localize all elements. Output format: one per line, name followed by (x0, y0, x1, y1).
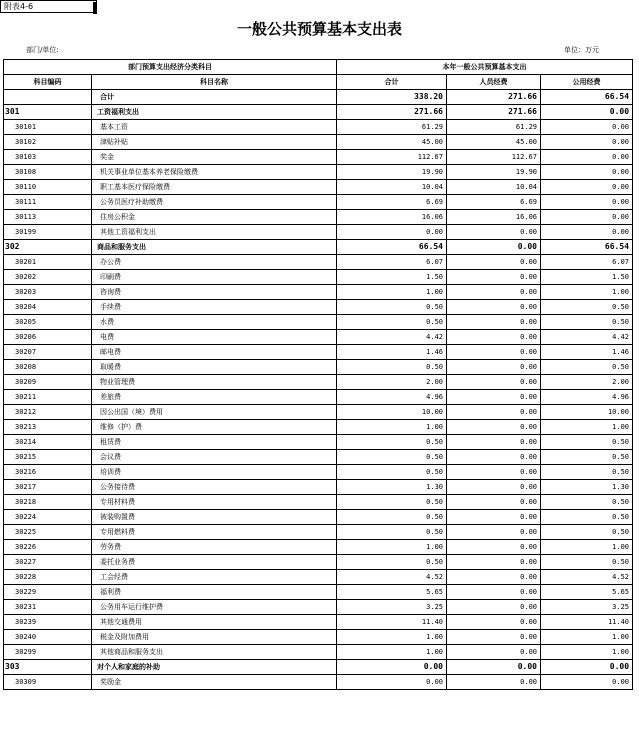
personnel-cell[interactable]: 0.00 (447, 570, 541, 585)
name-cell[interactable]: 机关事业单位基本养老保险缴费 (92, 165, 337, 180)
name-cell[interactable]: 奖励金 (92, 675, 337, 690)
table-row (4, 630, 633, 645)
total-cell[interactable]: 112.67 (337, 150, 447, 165)
code-cell[interactable]: 30202 (4, 270, 92, 285)
classification-header: 部门预算支出经济分类科目 (4, 60, 337, 75)
table-row (4, 495, 633, 510)
total-cell[interactable]: 0.50 (337, 555, 447, 570)
category-row (4, 660, 633, 675)
table-row (4, 330, 633, 345)
public-cell[interactable]: 3.25 (541, 600, 633, 615)
public-cell[interactable]: 1.00 (541, 630, 633, 645)
code-cell[interactable]: 30207 (4, 345, 92, 360)
personnel-cell[interactable]: 0.00 (447, 300, 541, 315)
code-cell[interactable]: 30212 (4, 405, 92, 420)
total-cell[interactable]: 0.50 (337, 465, 447, 480)
code-cell[interactable]: 30110 (4, 180, 92, 195)
public-cell[interactable]: 2.00 (541, 375, 633, 390)
public-cell[interactable]: 0.50 (541, 510, 633, 525)
personnel-cell[interactable]: 0.00 (447, 540, 541, 555)
table-row (4, 525, 633, 540)
total-cell[interactable]: 0.50 (337, 360, 447, 375)
table-row (4, 150, 633, 165)
name-cell[interactable]: 基本工资 (92, 120, 337, 135)
code-cell[interactable]: 30102 (4, 135, 92, 150)
personnel-cell[interactable]: 0.00 (447, 615, 541, 630)
personnel-cell[interactable]: 0.00 (447, 225, 541, 240)
code-cell[interactable]: 30231 (4, 600, 92, 615)
total-cell[interactable]: 61.29 (337, 120, 447, 135)
total-cell[interactable]: 4.52 (337, 570, 447, 585)
code-cell[interactable]: 30206 (4, 330, 92, 345)
total-cell[interactable]: 6.07 (337, 255, 447, 270)
total-cell[interactable]: 3.25 (337, 600, 447, 615)
total-cell[interactable]: 66.54 (337, 240, 447, 255)
total-column-header: 合计 (337, 75, 447, 90)
code-cell[interactable]: 30229 (4, 585, 92, 600)
code-cell[interactable]: 302 (4, 240, 92, 255)
total-cell[interactable]: 4.42 (337, 330, 447, 345)
name-cell[interactable]: 公务员医疗补助缴费 (92, 195, 337, 210)
public-cell[interactable]: 1.00 (541, 540, 633, 555)
public-cell[interactable]: 0.50 (541, 450, 633, 465)
table-row (4, 585, 633, 600)
table-row (4, 615, 633, 630)
table-row (4, 450, 633, 465)
name-cell[interactable]: 手续费 (92, 300, 337, 315)
table-row (4, 255, 633, 270)
public-cell[interactable]: 0.50 (541, 525, 633, 540)
name-cell[interactable]: 印刷费 (92, 270, 337, 285)
total-cell[interactable]: 0.50 (337, 510, 447, 525)
table-row (4, 300, 633, 315)
code-cell[interactable]: 30103 (4, 150, 92, 165)
code-cell[interactable]: 30108 (4, 165, 92, 180)
code-cell[interactable]: 30299 (4, 645, 92, 660)
name-cell[interactable]: 其他商品和服务支出 (92, 645, 337, 660)
personnel-cell[interactable]: 0.00 (447, 375, 541, 390)
total-cell[interactable]: 6.69 (337, 195, 447, 210)
total-cell[interactable]: 4.96 (337, 390, 447, 405)
personnel-cell[interactable]: 112.67 (447, 150, 541, 165)
name-cell[interactable]: 其他工资福利支出 (92, 225, 337, 240)
name-cell[interactable]: 会议费 (92, 450, 337, 465)
personnel-cell[interactable]: 0.00 (447, 420, 541, 435)
personnel-cell[interactable]: 61.29 (447, 120, 541, 135)
table-row (4, 420, 633, 435)
code-cell[interactable]: 30227 (4, 555, 92, 570)
name-cell[interactable]: 其他交通费用 (92, 615, 337, 630)
public-cell[interactable]: 0.00 (541, 135, 633, 150)
personnel-cell[interactable]: 0.00 (447, 510, 541, 525)
table-row (4, 120, 633, 135)
code-cell[interactable]: 301 (4, 105, 92, 120)
personnel-cell[interactable]: 0.00 (447, 660, 541, 675)
table-row (4, 225, 633, 240)
code-cell[interactable]: 30309 (4, 675, 92, 690)
public-column-header: 公用经费 (541, 75, 633, 90)
code-cell[interactable]: 30216 (4, 465, 92, 480)
table-row (4, 135, 633, 150)
public-cell[interactable]: 1.00 (541, 645, 633, 660)
total-cell[interactable]: 1.50 (337, 270, 447, 285)
current-year-header: 本年一般公共预算基本支出 (337, 60, 633, 75)
table-row (4, 675, 633, 690)
code-cell[interactable]: 30201 (4, 255, 92, 270)
personnel-cell[interactable]: 10.04 (447, 180, 541, 195)
personnel-cell[interactable]: 0.00 (447, 450, 541, 465)
page-title: 一般公共预算基本支出表 (236, 20, 402, 38)
name-cell[interactable]: 专用燃料费 (92, 525, 337, 540)
code-cell[interactable]: 30239 (4, 615, 92, 630)
table-row (4, 210, 633, 225)
personnel-cell[interactable]: 0.00 (447, 675, 541, 690)
name-cell[interactable]: 福利费 (92, 585, 337, 600)
total-cell[interactable]: 1.00 (337, 645, 447, 660)
personnel-cell[interactable]: 0.00 (447, 585, 541, 600)
name-cell[interactable]: 咨询费 (92, 285, 337, 300)
public-cell[interactable]: 0.50 (541, 435, 633, 450)
total-cell[interactable]: 0.50 (337, 450, 447, 465)
total-cell[interactable]: 1.30 (337, 480, 447, 495)
total-cell[interactable]: 10.04 (337, 180, 447, 195)
personnel-cell[interactable]: 0.00 (447, 600, 541, 615)
personnel-cell[interactable]: 0.00 (447, 255, 541, 270)
table-row (4, 540, 633, 555)
public-cell[interactable]: 0.00 (541, 150, 633, 165)
personnel-cell[interactable]: 0.00 (447, 345, 541, 360)
personnel-cell[interactable]: 0.00 (447, 630, 541, 645)
category-row (4, 240, 633, 255)
public-cell[interactable]: 0.50 (541, 465, 633, 480)
expenditure-table (3, 59, 633, 690)
code-cell[interactable]: 30215 (4, 450, 92, 465)
public-cell[interactable]: 66.54 (541, 240, 633, 255)
public-cell[interactable]: 0.00 (541, 195, 633, 210)
name-cell[interactable]: 职工基本医疗保险缴费 (92, 180, 337, 195)
code-cell[interactable]: 30203 (4, 285, 92, 300)
personnel-column-header: 人员经费 (447, 75, 541, 90)
name-cell[interactable]: 邮电费 (92, 345, 337, 360)
public-cell[interactable]: 0.50 (541, 315, 633, 330)
total-cell[interactable]: 19.90 (337, 165, 447, 180)
table-row (4, 555, 633, 570)
code-cell[interactable]: 30225 (4, 525, 92, 540)
name-cell[interactable]: 津贴补贴 (92, 135, 337, 150)
table-row (4, 375, 633, 390)
personnel-cell[interactable]: 0.00 (447, 390, 541, 405)
name-cell[interactable]: 公务用车运行维护费 (92, 600, 337, 615)
code-cell[interactable]: 30240 (4, 630, 92, 645)
code-cell[interactable]: 30213 (4, 420, 92, 435)
table-header-row-1 (4, 60, 633, 75)
personnel-cell[interactable]: 0.00 (447, 360, 541, 375)
category-row (4, 105, 633, 120)
public-cell[interactable]: 0.50 (541, 495, 633, 510)
public-cell[interactable]: 4.96 (541, 390, 633, 405)
personnel-cell[interactable]: 0.00 (447, 495, 541, 510)
name-cell[interactable]: 工会经费 (92, 570, 337, 585)
public-cell[interactable]: 0.00 (541, 120, 633, 135)
personnel-cell[interactable]: 6.69 (447, 195, 541, 210)
name-cell[interactable]: 被装购置费 (92, 510, 337, 525)
public-cell[interactable]: 4.52 (541, 570, 633, 585)
name-cell[interactable]: 工资福利支出 (92, 105, 337, 120)
personnel-cell[interactable]: 0.00 (447, 480, 541, 495)
personnel-cell[interactable]: 271.66 (447, 90, 541, 105)
code-column-header: 科目编码 (4, 75, 92, 90)
total-cell[interactable]: 11.40 (337, 615, 447, 630)
name-cell[interactable]: 办公费 (92, 255, 337, 270)
name-cell[interactable]: 劳务费 (92, 540, 337, 555)
personnel-cell[interactable]: 0.00 (447, 555, 541, 570)
public-cell[interactable]: 0.50 (541, 300, 633, 315)
name-cell[interactable]: 住房公积金 (92, 210, 337, 225)
code-cell[interactable]: 30101 (4, 120, 92, 135)
table-row (4, 390, 633, 405)
personnel-cell[interactable]: 19.90 (447, 165, 541, 180)
name-cell[interactable]: 差旅费 (92, 390, 337, 405)
table-row (4, 345, 633, 360)
name-cell[interactable]: 电费 (92, 330, 337, 345)
total-cell[interactable]: 0.50 (337, 435, 447, 450)
table-row (4, 180, 633, 195)
name-cell[interactable]: 取暖费 (92, 360, 337, 375)
total-cell[interactable]: 45.00 (337, 135, 447, 150)
total-cell[interactable]: 0.00 (337, 675, 447, 690)
total-cell[interactable]: 1.46 (337, 345, 447, 360)
code-cell[interactable]: 30199 (4, 225, 92, 240)
public-cell[interactable]: 1.30 (541, 480, 633, 495)
total-cell[interactable]: 271.66 (337, 105, 447, 120)
total-cell[interactable]: 10.00 (337, 405, 447, 420)
table-row (4, 435, 633, 450)
public-cell[interactable]: 6.07 (541, 255, 633, 270)
public-cell[interactable]: 1.00 (541, 420, 633, 435)
public-cell[interactable]: 11.40 (541, 615, 633, 630)
name-cell[interactable]: 委托业务费 (92, 555, 337, 570)
public-cell[interactable]: 0.00 (541, 180, 633, 195)
sheet-reference-label[interactable]: 附表4-6 (0, 0, 97, 13)
code-cell[interactable]: 30111 (4, 195, 92, 210)
total-cell[interactable]: 0.50 (337, 315, 447, 330)
name-cell[interactable]: 税金及附加费用 (92, 630, 337, 645)
name-column-header: 科目名称 (92, 75, 337, 90)
total-cell[interactable]: 0.50 (337, 300, 447, 315)
personnel-cell[interactable]: 0.00 (447, 645, 541, 660)
public-cell[interactable]: 0.00 (541, 675, 633, 690)
code-cell[interactable]: 30224 (4, 510, 92, 525)
code-cell[interactable]: 30218 (4, 495, 92, 510)
code-cell[interactable]: 303 (4, 660, 92, 675)
personnel-cell[interactable]: 0.00 (447, 405, 541, 420)
code-cell[interactable]: 30204 (4, 300, 92, 315)
code-cell[interactable]: 30208 (4, 360, 92, 375)
name-cell[interactable]: 维修（护）费 (92, 420, 337, 435)
department-label: 部门/单位: (26, 46, 59, 54)
total-cell[interactable]: 5.65 (337, 585, 447, 600)
personnel-cell[interactable]: 0.00 (447, 270, 541, 285)
table-row (4, 600, 633, 615)
code-cell[interactable]: 30226 (4, 540, 92, 555)
personnel-cell[interactable]: 271.66 (447, 105, 541, 120)
personnel-cell[interactable]: 0.00 (447, 435, 541, 450)
table-row (4, 465, 633, 480)
name-cell[interactable]: 公务接待费 (92, 480, 337, 495)
table-row (4, 285, 633, 300)
total-cell[interactable]: 1.00 (337, 630, 447, 645)
total-cell[interactable]: 0.50 (337, 525, 447, 540)
personnel-cell[interactable]: 0.00 (447, 465, 541, 480)
code-cell[interactable]: 30228 (4, 570, 92, 585)
total-cell[interactable]: 338.20 (337, 90, 447, 105)
table-row (4, 510, 633, 525)
personnel-cell[interactable]: 16.06 (447, 210, 541, 225)
public-cell[interactable]: 4.42 (541, 330, 633, 345)
code-cell[interactable]: 30214 (4, 435, 92, 450)
public-cell[interactable]: 0.00 (541, 210, 633, 225)
name-cell[interactable]: 培训费 (92, 465, 337, 480)
personnel-cell[interactable]: 0.00 (447, 285, 541, 300)
personnel-cell[interactable]: 45.00 (447, 135, 541, 150)
public-cell[interactable]: 0.50 (541, 555, 633, 570)
total-cell[interactable]: 16.06 (337, 210, 447, 225)
table-row (4, 270, 633, 285)
name-cell[interactable]: 因公出国（境）费用 (92, 405, 337, 420)
unit-label: 单位：万元 (564, 46, 599, 54)
public-cell[interactable]: 1.00 (541, 285, 633, 300)
name-cell[interactable]: 物业管理费 (92, 375, 337, 390)
table-row (4, 480, 633, 495)
total-cell[interactable]: 0.50 (337, 495, 447, 510)
total-row (4, 90, 633, 105)
table-row (4, 360, 633, 375)
table-row (4, 315, 633, 330)
name-cell[interactable]: 租赁费 (92, 435, 337, 450)
public-cell[interactable]: 0.00 (541, 165, 633, 180)
code-cell[interactable] (4, 90, 92, 105)
name-cell[interactable]: 合计 (92, 90, 337, 105)
public-cell[interactable]: 10.00 (541, 405, 633, 420)
total-cell[interactable]: 0.00 (337, 660, 447, 675)
code-cell[interactable]: 30205 (4, 315, 92, 330)
total-cell[interactable]: 1.00 (337, 420, 447, 435)
total-cell[interactable]: 1.00 (337, 540, 447, 555)
personnel-cell[interactable]: 0.00 (447, 240, 541, 255)
personnel-cell[interactable]: 0.00 (447, 315, 541, 330)
table-header-row-2 (4, 75, 633, 90)
name-cell[interactable]: 水费 (92, 315, 337, 330)
name-cell[interactable]: 对个人和家庭的补助 (92, 660, 337, 675)
public-cell[interactable]: 5.65 (541, 585, 633, 600)
table-row (4, 165, 633, 180)
code-cell[interactable]: 30113 (4, 210, 92, 225)
name-cell[interactable]: 商品和服务支出 (92, 240, 337, 255)
public-cell[interactable]: 66.54 (541, 90, 633, 105)
code-cell[interactable]: 30209 (4, 375, 92, 390)
total-cell[interactable]: 1.00 (337, 285, 447, 300)
code-cell[interactable]: 30211 (4, 390, 92, 405)
cell-cursor (93, 2, 97, 14)
public-cell[interactable]: 1.50 (541, 270, 633, 285)
public-cell[interactable]: 0.00 (541, 105, 633, 120)
table-row (4, 405, 633, 420)
public-cell[interactable]: 0.00 (541, 660, 633, 675)
public-cell[interactable]: 0.00 (541, 225, 633, 240)
personnel-cell[interactable]: 0.00 (447, 330, 541, 345)
code-cell[interactable]: 30217 (4, 480, 92, 495)
personnel-cell[interactable]: 0.00 (447, 525, 541, 540)
name-cell[interactable]: 奖金 (92, 150, 337, 165)
table-row (4, 195, 633, 210)
total-cell[interactable]: 2.00 (337, 375, 447, 390)
table-row (4, 570, 633, 585)
table-row (4, 645, 633, 660)
name-cell[interactable]: 专用材料费 (92, 495, 337, 510)
public-cell[interactable]: 1.46 (541, 345, 633, 360)
public-cell[interactable]: 0.50 (541, 360, 633, 375)
total-cell[interactable]: 0.00 (337, 225, 447, 240)
